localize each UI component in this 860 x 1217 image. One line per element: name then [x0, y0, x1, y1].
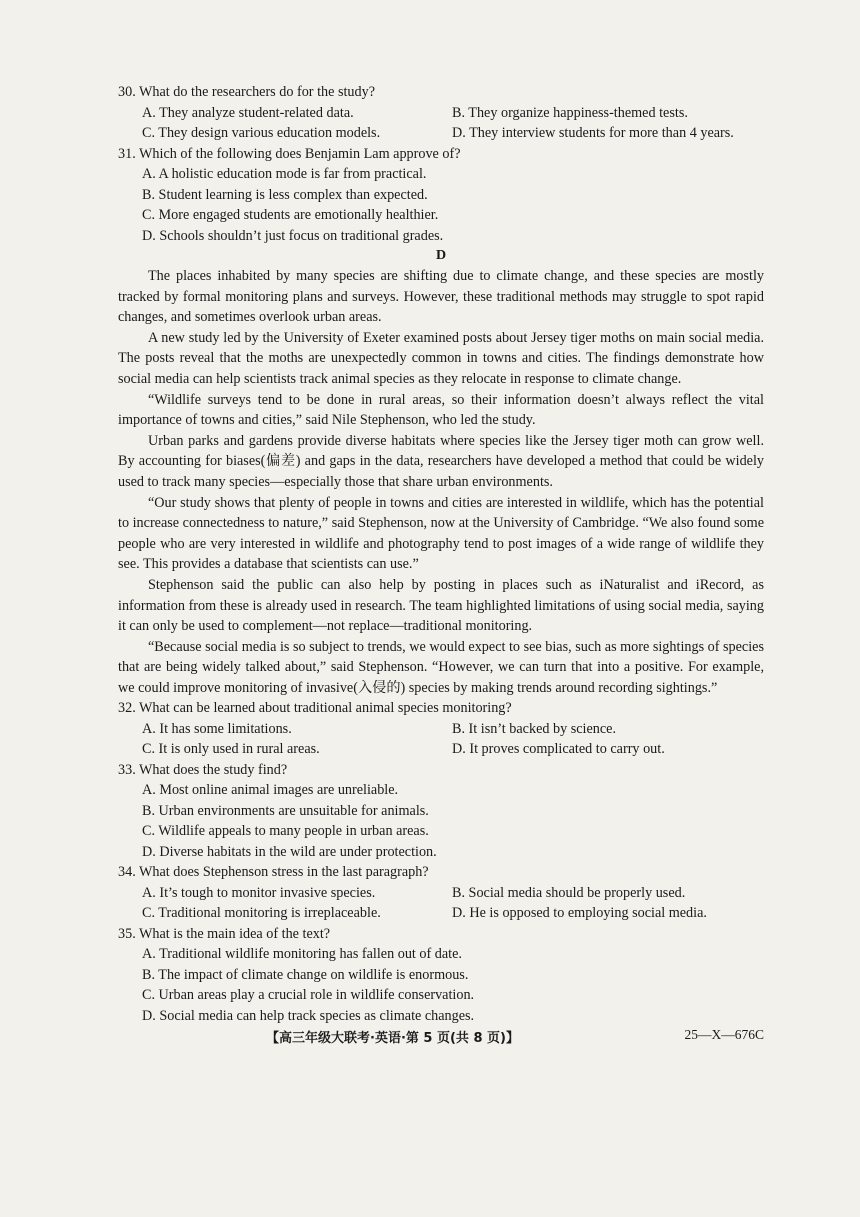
question-stem: 35. What is the main idea of the text?	[118, 925, 331, 942]
option-c: C. Traditional monitoring is irreplaceable.	[142, 905, 381, 922]
question-stem: 33. What does the study find?	[118, 761, 288, 778]
option-c: C. Wildlife appeals to many people in urban areas.	[142, 823, 429, 840]
exam-page	[118, 82, 764, 1026]
option-b: B. Social media should be properly used.	[452, 884, 686, 901]
options	[118, 719, 764, 760]
question-32	[118, 698, 764, 760]
paragraph: “Because social media is so subject to trends, we would expect to see bias, such as more sightings of species that are being widely talked about,” said Stephenson. “However, we can turn that into a positive. For example, we could improve monitoring of invasive(入侵的) species by making trends around recording sightings.”	[118, 638, 764, 696]
question-30	[118, 82, 764, 144]
paragraph: “Wildlife surveys tend to be done in rural areas, so their information doesn’t always reflect the vital importance of towns and cities,” said Nile Stephenson, who led the study.	[118, 391, 764, 429]
question-stem: 30. What do the researchers do for the study?	[118, 84, 375, 100]
option-c: C. They design various education models.	[142, 125, 381, 141]
question-34	[118, 862, 764, 924]
options	[118, 883, 764, 924]
question-33	[118, 760, 764, 863]
question-stem: 34. What does Stephenson stress in the last paragraph?	[118, 864, 429, 881]
paragraph: “Our study shows that plenty of people in towns and cities are interested in wildlife, which has the potential to increase connectedness to nature,” said Stephenson, now at the University of Cambridge. “We also found some people who are very interested in wildlife and photography tend to post images of a wide range of wildlife they see. This provides a database that scientists can use.”	[118, 494, 764, 573]
options	[118, 103, 764, 144]
option-d: D. He is opposed to employing social media.	[452, 905, 707, 922]
option-a: A. A holistic education mode is far from practical.	[142, 166, 427, 182]
option-c: C. More engaged students are emotionally healthier.	[142, 207, 439, 223]
question-stem: 31. Which of the following does Benjamin Lam approve of?	[118, 145, 461, 162]
paragraph: The places inhabited by many species are shifting due to climate change, and these species are mostly tracked by formal monitoring plans and surveys. However, these traditional methods may struggle to spot rapid changes, and sometimes overlook urban areas.	[118, 268, 764, 326]
option-a: A. Most online animal images are unreliable.	[142, 782, 399, 799]
option-a: A. Traditional wildlife monitoring has fallen out of date.	[142, 946, 462, 963]
paragraph: Stephenson said the public can also help by posting in places such as iNaturalist and iRecord, as information from these is already used in research. The team highlighted limitations of using social media, saying it can only be used to complement—not replace—traditional monitoring.	[118, 576, 764, 635]
option-d: D. They interview students for more than 4 years.	[452, 125, 734, 141]
option-a: A. They analyze student-related data.	[142, 104, 354, 121]
option-b: B. Student learning is less complex than expected.	[142, 186, 428, 203]
paragraph: Urban parks and gardens provide diverse habitats where species like the Jersey tiger moth can grow well. By accounting for biases(偏差) and gaps in the data, researchers have developed a method that could be widely used to track many species—especially those that share urban environments.	[118, 432, 764, 490]
paragraph: A new study led by the University of Exeter examined posts about Jersey tiger moths on main social media. The posts reveal that the moths are unexpectedly common in towns and cities. The findings demonstrate how social media can help scientists track animal species as they relocate in response to climate change.	[118, 329, 764, 387]
option-d: D. It proves complicated to carry out.	[452, 741, 665, 758]
option-b: B. It isn’t backed by science.	[452, 720, 617, 737]
option-c: C. It is only used in rural areas.	[142, 741, 320, 758]
option-a: A. It’s tough to monitor invasive species.	[142, 884, 376, 901]
option-d: D. Diverse habitats in the wild are under protection.	[142, 843, 437, 860]
passage	[118, 266, 764, 698]
question-35	[118, 924, 764, 1027]
passage-title: D	[435, 248, 447, 263]
option-b: B. The impact of climate change on wildlife is enormous.	[142, 966, 469, 983]
options	[118, 780, 764, 862]
options	[118, 164, 764, 246]
option-a: A. It has some limitations.	[142, 720, 292, 737]
footer-title: 【高三年级大联考·英语·第 5 页(共 8 页)】	[266, 1031, 519, 1046]
option-d: D. Social media can help track species as climate changes.	[142, 1007, 475, 1024]
option-b: B. Urban environments are unsuitable for animals.	[142, 802, 429, 819]
options	[118, 944, 764, 1026]
question-31	[118, 144, 764, 247]
footer-code: 25—X—676C	[684, 1027, 764, 1042]
option-d: D. Schools shouldn’t just focus on traditional grades.	[142, 227, 444, 244]
option-c: C. Urban areas play a crucial role in wildlife conservation.	[142, 987, 475, 1004]
option-b: B. They organize happiness-themed tests.	[452, 104, 688, 121]
question-stem: 32. What can be learned about traditional animal species monitoring?	[118, 700, 512, 717]
